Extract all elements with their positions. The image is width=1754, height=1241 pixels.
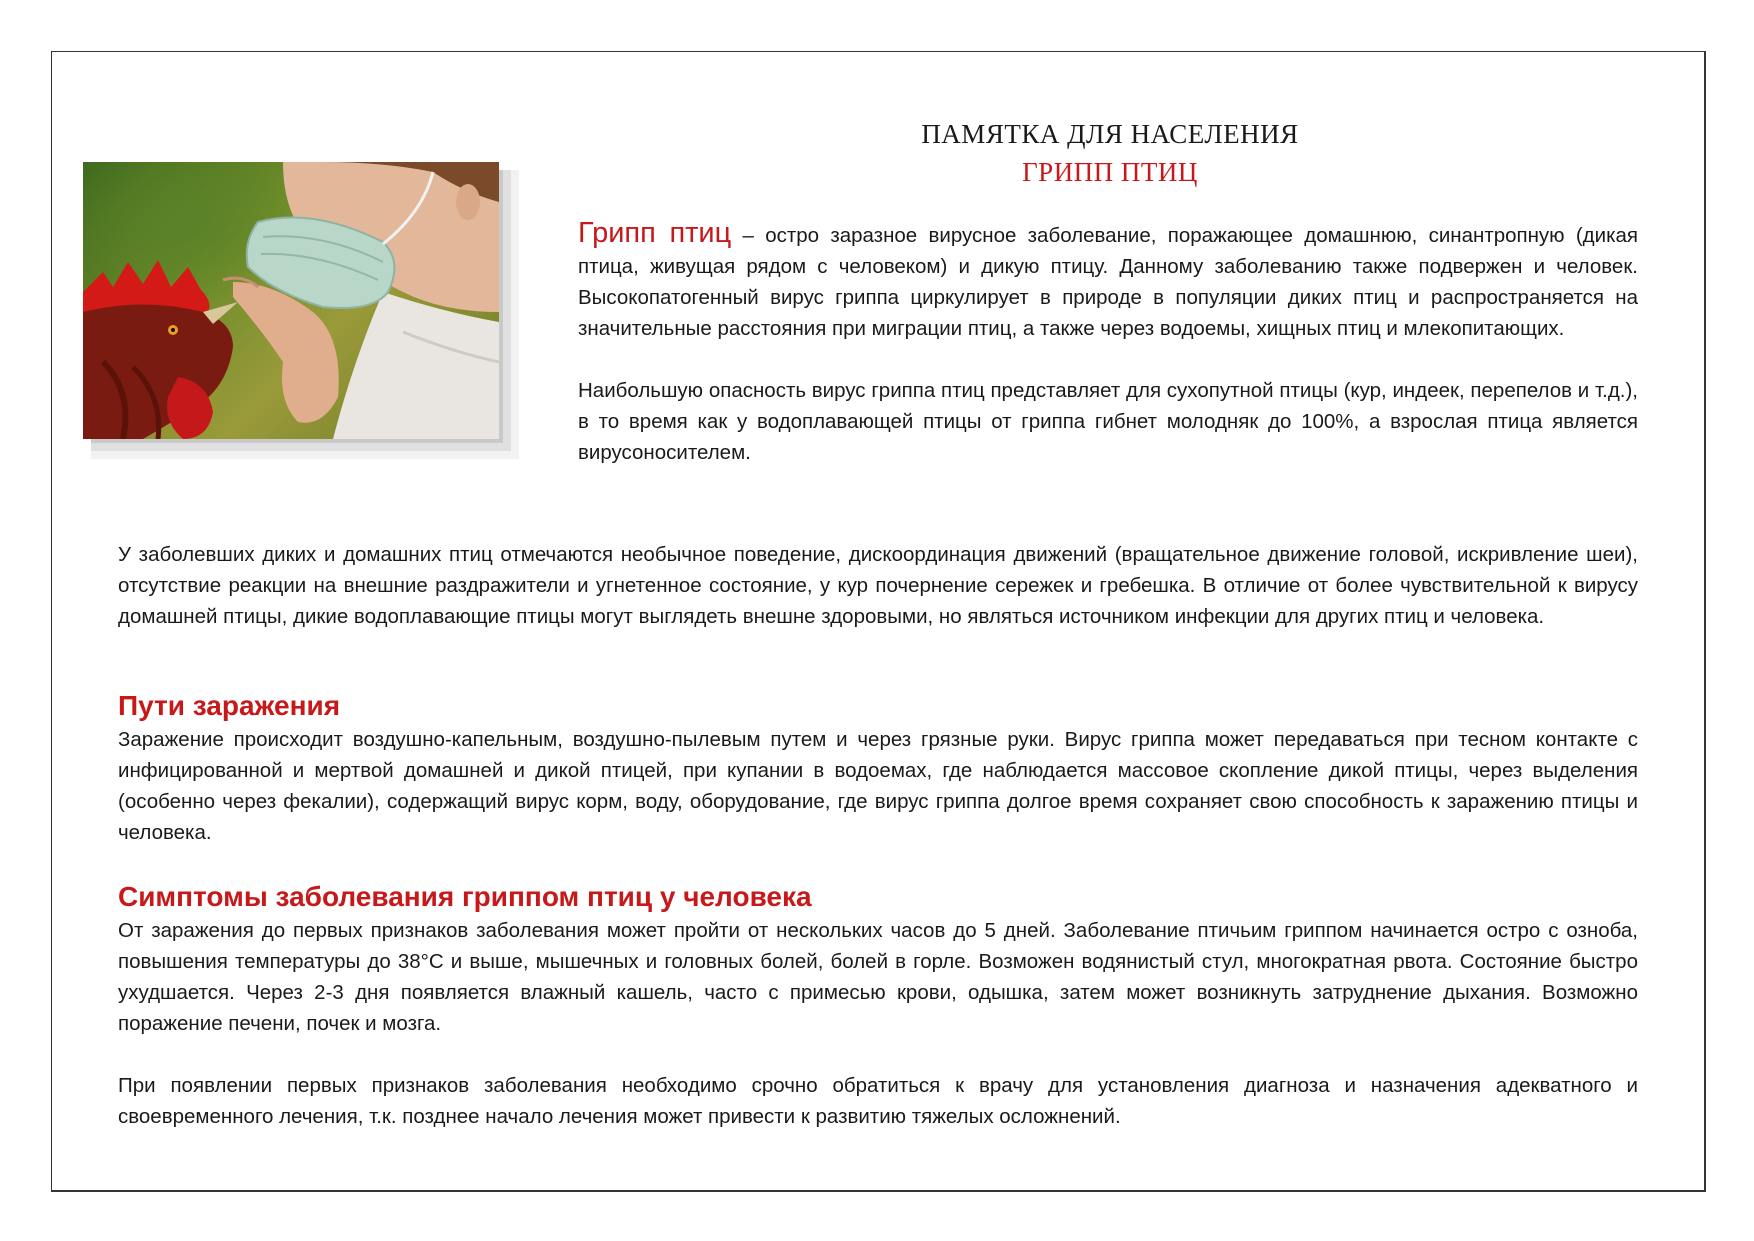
- document-header: [580, 116, 1640, 192]
- lead-term: Грипп птиц: [578, 217, 732, 249]
- infection-routes-section: [118, 688, 1638, 848]
- human-symptoms-paragraph-2: При появлении первых признаков заболевания необходимо срочно обратиться к врачу для установления диагноза и назначения адекватного и своевременного лечения, т.к. позднее начало лечения может привести к развитию тяжелых осложнений.: [118, 1074, 1638, 1128]
- infection-routes-paragraph: Заражение происходит воздушно-капельным, воздушно-пылевым путем и через грязные руки. Вирус гриппа может передаваться при тесном контакте с инфицированной и мертвой домашней и дикой птицей, при купании в водоемах, где наблюдается массовое скопление дикой птицы, через выделения (особенно через фекалии), содержащий вирус корм, воду, оборудование, где вирус гриппа долгое время сохраняет свою способность к заражению птицы и человека.: [118, 728, 1638, 844]
- shirt-shape: [333, 292, 499, 439]
- bird-symptoms-paragraph: У заболевших диких и домашних птиц отмечаются необычное поведение, дискоординация движений (вращательное движение головой, искривление шеи), отсутствие реакции на внешние раздражители и угнетенное состояние, у кур почернение сережек и гребешка. В отличие от более чувствительной к вирусу домашней птицы, дикие водоплавающие птицы могут выглядеть внешне здоровыми, но являться источником инфекции для других птиц и человека.: [118, 543, 1638, 628]
- document-title: ПАМЯТКА ДЛЯ НАСЕЛЕНИЯ: [921, 119, 1299, 149]
- photo-child-mask-rooster: [83, 162, 499, 439]
- human-symptoms-paragraph-1: От заражения до первых признаков заболевания может пройти от нескольких часов до 5 дней. Заболевание птичьим гриппом начинается остро с озноба, повышения температуры до 38°С и выше, мышечных и головных болей, болей в горле. Возможен водянистый стул, многократная рвота. Состояние быстро ухудшается. Через 2-3 дня появляется влажный кашель, часто с примесью крови, одышка, затем может возникнуть затруднение дыхания. Возможно поражение печени, почек и мозга.: [118, 919, 1638, 1035]
- human-symptoms-heading: Симптомы заболевания гриппом птиц у человека: [118, 881, 812, 912]
- photo-figure: [83, 162, 499, 439]
- intro-paragraph-2: Наибольшую опасность вирус гриппа птиц представляет для сухопутной птицы (кур, индеек, перепелов и т.д.), в то время как у водоплавающей птицы от гриппа гибнет молодняк до 100%, а взрослая птица является вирусоносителем.: [578, 379, 1638, 464]
- rooster-pupil: [171, 328, 175, 332]
- bird-symptoms-section: [118, 539, 1638, 632]
- photo-illustration: [83, 162, 499, 439]
- document-subtitle: ГРИПП ПТИЦ: [1022, 157, 1198, 187]
- intro-paragraph-1: [578, 218, 1638, 344]
- human-symptoms-section: [118, 879, 1638, 1132]
- ear-shape: [456, 184, 480, 220]
- intro-paragraph-1-text: – остро заразное вирусное заболевание, поражающее домашнюю, синантропную (дикая птица, живущая рядом с человеком) и дикую птицу. Данному заболеванию также подвержен и человек. Высокопатогенный вирус гриппа циркулирует в природе в популяции диких птиц и распространяется на значительные расстояния при миграции птиц, а также через водоемы, хищных птиц и млекопитающих.: [578, 224, 1638, 340]
- intro-section: [578, 218, 1638, 468]
- infection-routes-heading: Пути заражения: [118, 690, 341, 721]
